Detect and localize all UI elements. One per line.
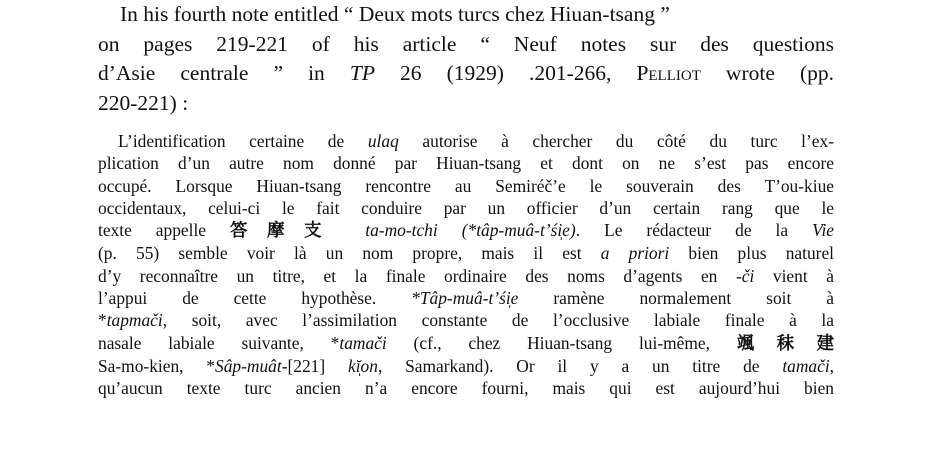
quote-line [98, 130, 834, 152]
quote-text: (cf., chez Hiuan-tsang lui-même, [386, 332, 737, 353]
quote-text: . Le rédacteur de la [575, 220, 813, 241]
block-quote [98, 130, 834, 400]
reconstruction: Sâp-muât [215, 355, 282, 376]
quote-text: ramène normalement soit à [518, 288, 834, 309]
quote-text: * [98, 310, 107, 331]
term: tamači [782, 355, 830, 376]
author-name: Pelliot [636, 61, 701, 85]
quote-line [98, 309, 834, 331]
quote-line: occidentaux, celui-ci le fait conduire par un officier d’un certain rang que le [98, 197, 834, 218]
quote-line [98, 219, 834, 242]
term: ta-mo-tchi [341, 220, 438, 241]
journal-abbrev: TP [349, 61, 375, 85]
title-ref: Vie [812, 220, 835, 241]
quote-text: (p. 55) semble voir là un nom propre, mais il est [98, 243, 601, 264]
term: a priori [600, 243, 670, 264]
quote-text: , Samarkand). Or il y a un titre de [377, 355, 783, 376]
quote-line [98, 287, 834, 309]
quote-line: qu’aucun texte turc ancien n’a encore fourni, mais qui est aujourd’hui bien [98, 378, 834, 399]
quote-text: nasale labiale suivante, * [98, 332, 340, 353]
intro-line: 220-221) : [98, 90, 189, 115]
quote-text: -[221] [281, 355, 348, 376]
quote-text: , soit, avec l’assimilation constante de l’occlusive labiale finale à la [162, 310, 834, 331]
quote-text: d’y reconnaître un titre, et la finale ordinaire des noms d’agents en - [98, 265, 742, 286]
quote-line: plication d’un autre nom donné par Hiuan-tsang et dont on ne s’est pas encore [98, 153, 834, 174]
quote-line [98, 355, 834, 377]
intro-line: In his fourth note entitled “ Deux mots turcs chez Hiuan-tsang ” [120, 2, 670, 26]
term: či [741, 265, 755, 286]
quote-text: autorise à chercher du côté du turc l’ex- [398, 131, 834, 151]
reconstruction: *Tâp-muâ-t’śi̩e [411, 288, 519, 309]
intro-paragraph [98, 0, 834, 118]
term: tapmači [106, 310, 163, 331]
quote-text: L’identification certaine de [118, 131, 368, 151]
intro-line [98, 59, 834, 89]
chinese-characters: 答摩支 [230, 221, 342, 242]
quote-line [98, 265, 834, 287]
intro-text: 26 (1929) .201-266, [374, 61, 637, 85]
intro-line: on pages 219-221 of his article “ Neuf notes sur des questions [98, 31, 834, 56]
quote-text: texte appelle [98, 220, 231, 241]
quote-line: occupé. Lorsque Hiuan-tsang rencontre au Semiréč’e le souverain des T’ou-kiue [98, 175, 834, 196]
reconstruction: (*tâp-muâ-t’śi̩e) [437, 220, 576, 241]
quote-line [98, 332, 834, 355]
term: ulaq [367, 131, 399, 151]
intro-text: wrote (pp. [700, 61, 834, 85]
quote-line [98, 242, 834, 264]
chinese-characters: 颯秣建 [736, 333, 834, 354]
intro-text: d’Asie centrale ” in [98, 61, 350, 85]
term: tamači [339, 332, 387, 353]
quote-text: l’appui de cette hypothèse. [98, 288, 412, 309]
quote-text: bien plus naturel [669, 243, 835, 264]
quote-text: Sa-mo-kien, * [98, 355, 216, 376]
quote-text: vient à [754, 265, 834, 286]
reconstruction: kĭ̩on [347, 355, 378, 376]
quote-text: , [829, 355, 835, 376]
